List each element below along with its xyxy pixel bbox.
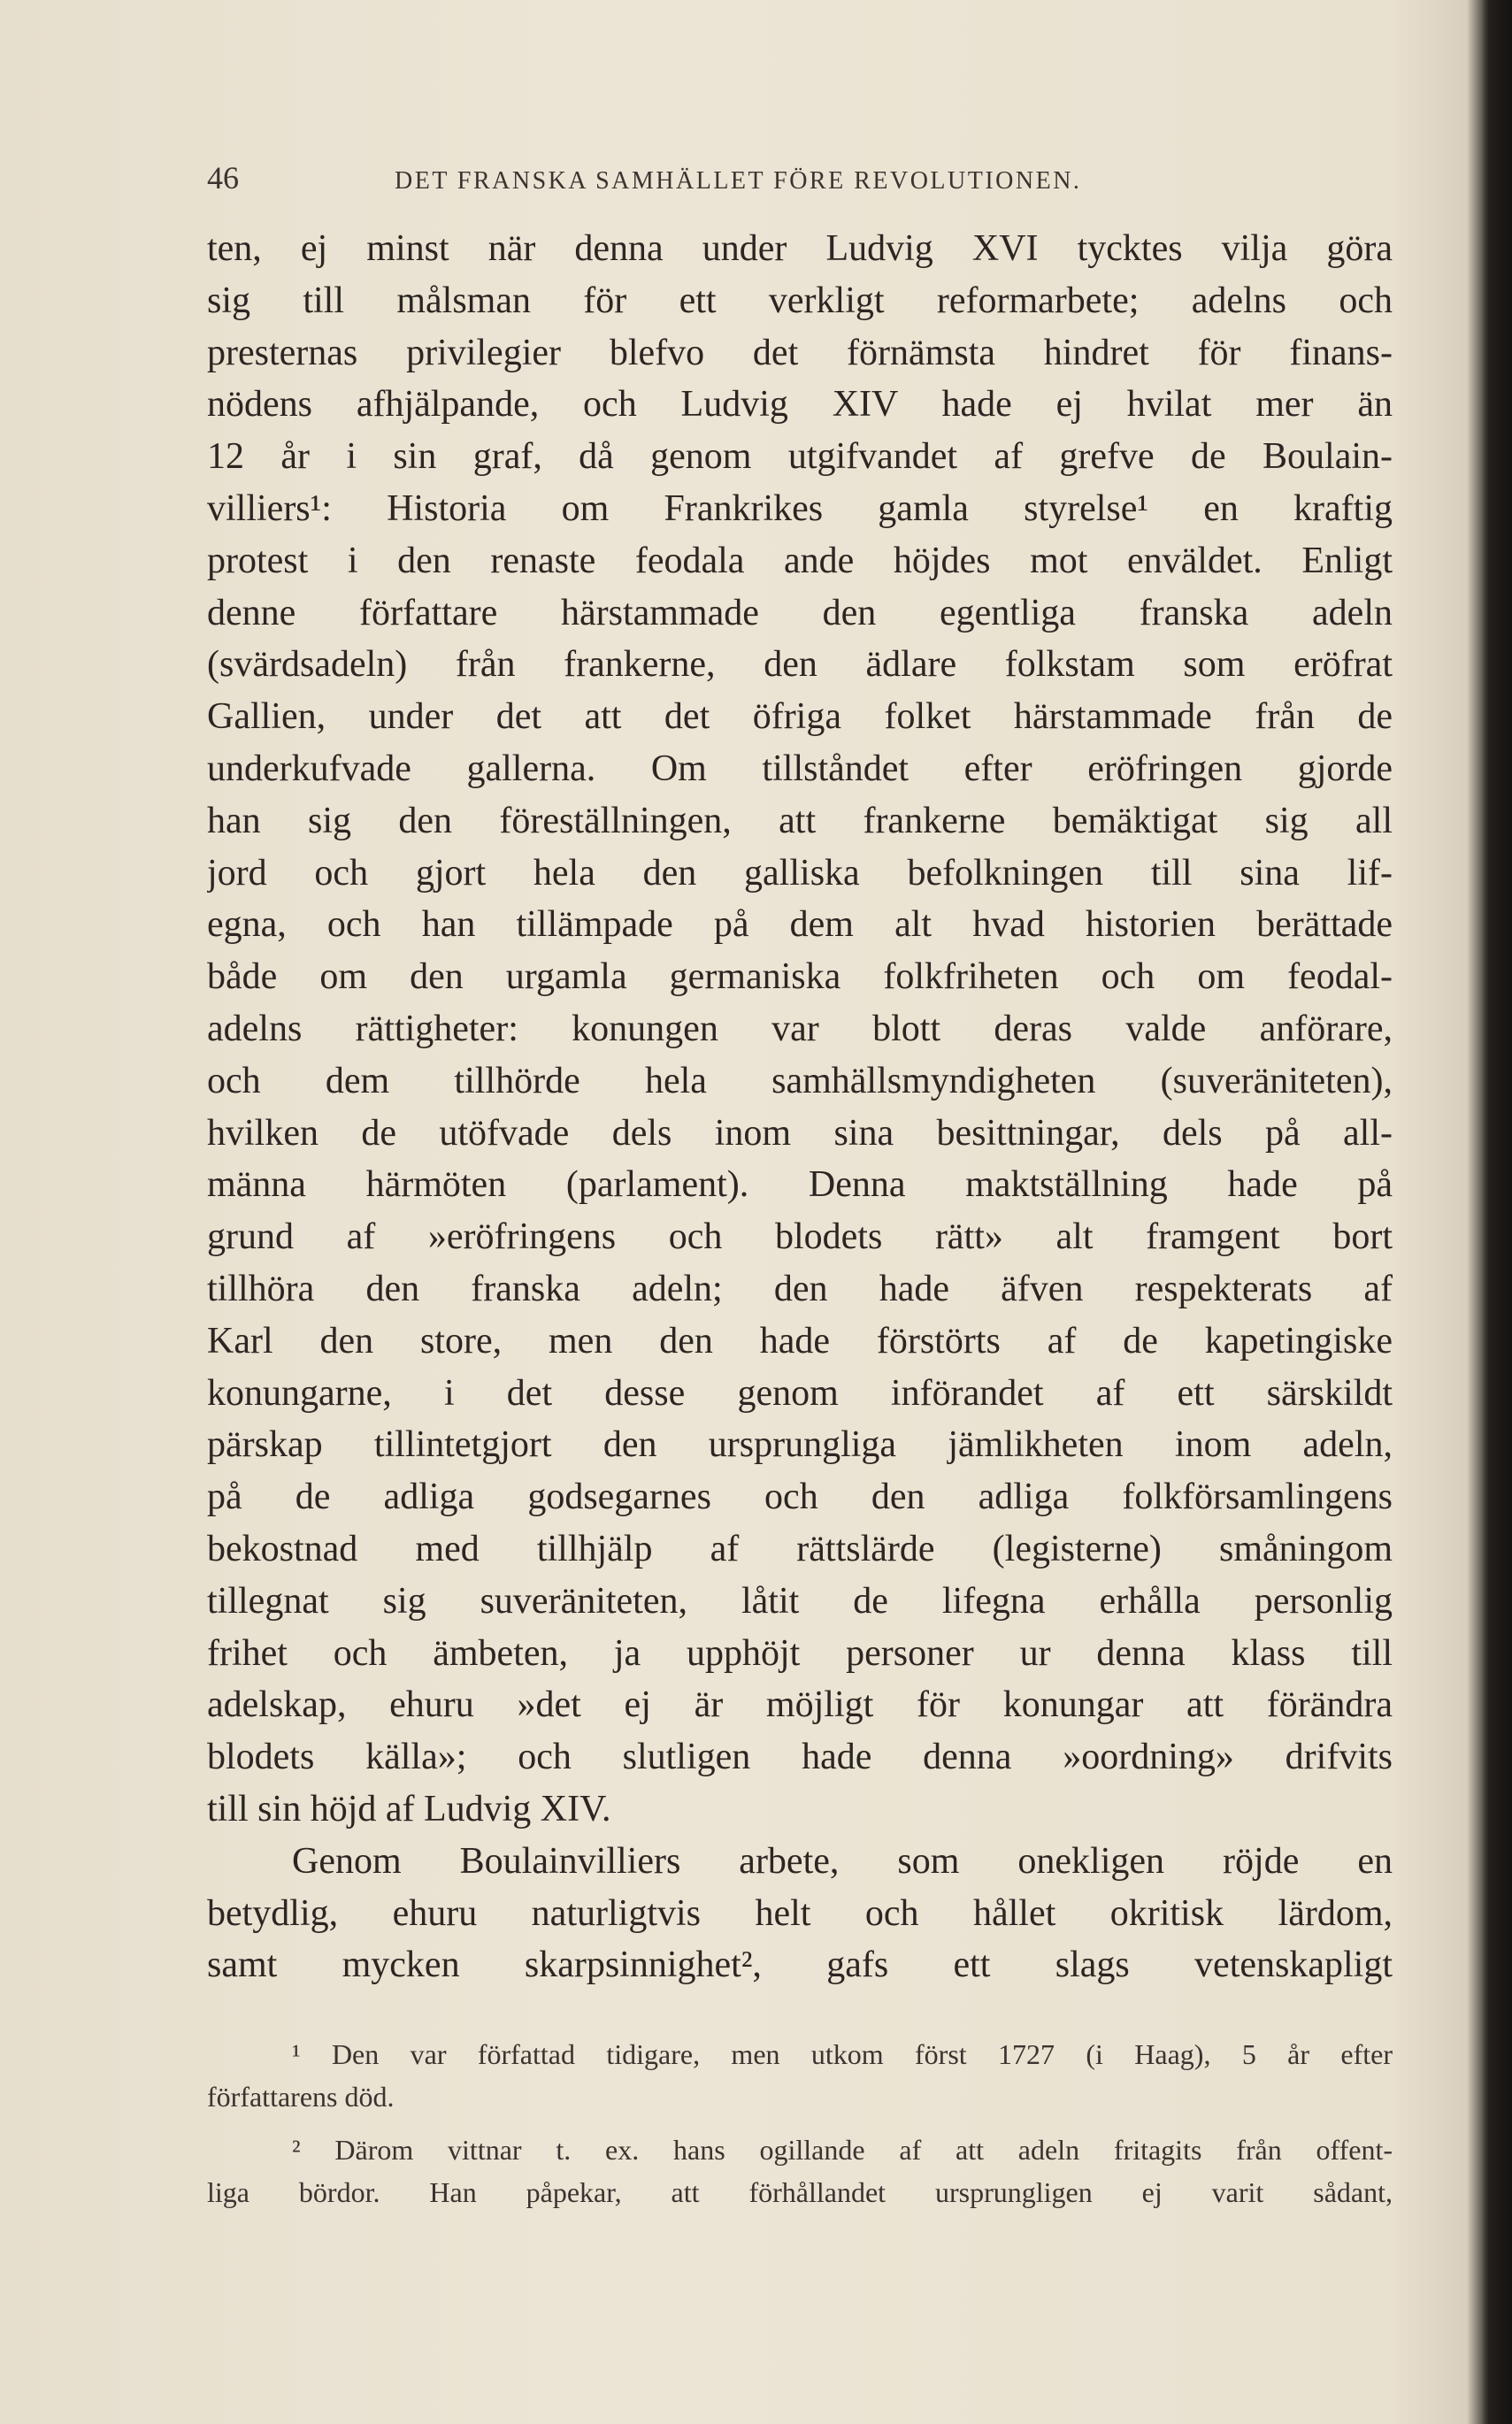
text-line: villiers¹: Historia om Frankrikes gamla styrelse¹ en kraftig	[207, 487, 1393, 529]
footnote-line: liga bördor. Han påpekar, att förhållandet ursprungligen ej varit sådant,	[207, 2176, 1393, 2208]
text-line: samt mycken skarpsinnighet², gafs ett slags vetenskapligt	[207, 1945, 1393, 1986]
text-line: grund af »eröfringens och blodets rätt» alt framgent bort	[207, 1216, 1393, 1258]
text-line: och dem tillhörde hela samhällsmyndigheten (suveräniteten),	[207, 1060, 1393, 1101]
text-line: både om den urgamla germaniska folkfriheten och om feodal-	[207, 956, 1393, 998]
text-line: frihet och ämbeten, ja upphöjt personer ur denna klass till	[207, 1632, 1393, 1674]
text-line: denne författare härstammade den egentliga franska adeln	[207, 592, 1393, 633]
text-line: Gallien, under det att det öfriga folket härstammade från de	[207, 696, 1393, 738]
text-line: bekostnad med tillhjälp af rättslärde (legisterne) småningom	[207, 1528, 1393, 1569]
page-header	[207, 156, 1393, 200]
text-line: till sin höjd af Ludvig XIV.	[207, 1788, 611, 1830]
text-line: sig till målsman för ett verkligt reformarbete; adelns och	[207, 280, 1393, 321]
text-line: adelns rättigheter: konungen var blott deras valde anförare,	[207, 1008, 1393, 1049]
text-line: konungarne, i det desse genom införandet af ett särskildt	[207, 1372, 1393, 1414]
text-line: på de adliga godsegarnes och den adliga folkförsamlingens	[207, 1477, 1393, 1518]
text-line: han sig den föreställningen, att frankerne bemäktigat sig all	[207, 800, 1393, 841]
text-line: underkufvade gallerna. Om tillståndet efter eröfringen gjorde	[207, 748, 1393, 789]
text-line: tillegnat sig suveräniteten, låtit de lifegna erhålla personlig	[207, 1580, 1393, 1622]
text-line: presternas privilegier blefvo det förnämsta hindret för finans-	[207, 332, 1393, 373]
text-line: pärskap tillintetgjort den ursprungliga jämlikheten inom adeln,	[207, 1424, 1393, 1466]
running-title: DET FRANSKA SAMHÄLLET FÖRE REVOLUTIONEN.	[395, 167, 1082, 195]
text-line: 12 år i sin graf, då genom utgifvandet af grefve de Boulain-	[207, 436, 1393, 478]
text-line: Karl den store, men den hade förstörts af de kapetingiske	[207, 1320, 1393, 1362]
text-line: ten, ej minst när denna under Ludvig XVI tycktes vilja göra	[207, 228, 1393, 269]
text-line: betydlig, ehuru naturligtvis helt och hållet okritisk lärdom,	[207, 1892, 1393, 1934]
text-line: nödens afhjälpande, och Ludvig XIV hade ej hvilat mer än	[207, 384, 1393, 426]
page-edge-shadow	[1482, 0, 1512, 2424]
body-text	[207, 223, 1393, 1991]
text-line: hvilken de utöfvade dels inom sina besittningar, dels på all-	[207, 1112, 1393, 1154]
text-line: protest i den renaste feodala ande höjdes mot enväldet. Enligt	[207, 540, 1393, 581]
text-line: blodets källa»; och slutligen hade denna »oordning» drifvits	[207, 1737, 1393, 1778]
footnote-line: författarens död.	[207, 2081, 395, 2113]
text-line: Genom Boulainvilliers arbete, som onekligen röjde en	[292, 1840, 1393, 1882]
text-line: männa härmöten (parlament). Denna maktställning hade på	[207, 1164, 1393, 1206]
footnote-line: ¹ Den var författad tidigare, men utkom först 1727 (i Haag), 5 år efter	[292, 2038, 1393, 2070]
text-line: (svärdsadeln) från frankerne, den ädlare folkstam som eröfrat	[207, 644, 1393, 686]
text-line: egna, och han tillämpade på dem alt hvad historien berättade	[207, 904, 1393, 946]
page-number: 46	[207, 160, 239, 196]
text-line: tillhöra den franska adeln; den hade äfven respekterats af	[207, 1268, 1393, 1309]
footnote-line: ² Därom vittnar t. ex. hans ogillande af att adeln fritagits från offent-	[292, 2134, 1393, 2166]
text-line: adelskap, ehuru »det ej är möjligt för konungar att förändra	[207, 1684, 1393, 1726]
text-line: jord och gjort hela den galliska befolkningen till sina lif-	[207, 852, 1393, 894]
footnotes	[207, 2033, 1393, 2213]
